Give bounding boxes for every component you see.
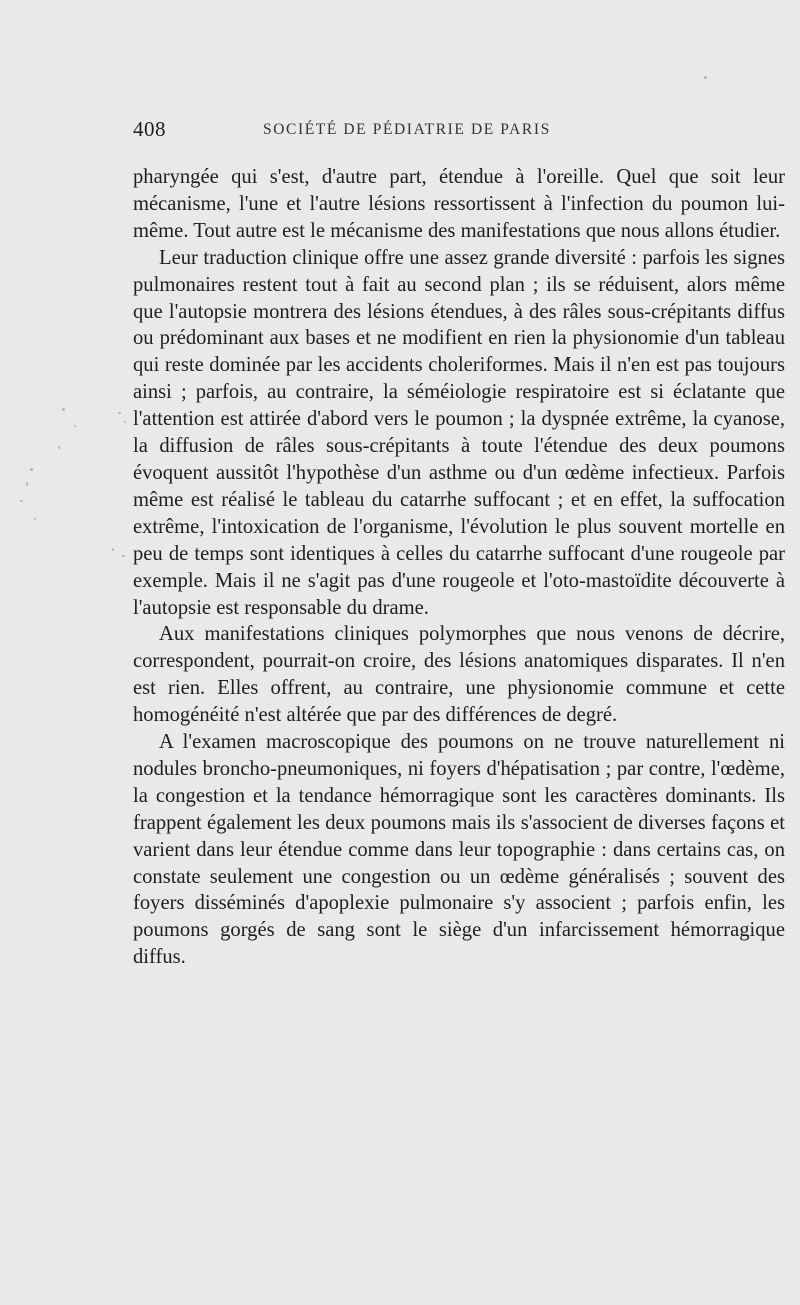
- paragraph: Leur traduction clinique offre une assez grande diversité : parfois les signes pulmonaires restent tout à fait au second plan ; ils se réduisent, alors même que l'autopsie montrera des lésions étendues, à des râles sous-crépitants diffus ou prédominant aux bases et ne modifient en rien la physionomie d'un tableau qui reste dominée par les accidents choleriformes. Mais il n'en est pas toujours ainsi ; parfois, au contraire, la séméiologie respiratoire est si éclatante que l'attention est attirée d'abord vers le poumon ; la dyspnée extrême, la cyanose, la diffusion de râles sous-crépitants à toute l'étendue des deux poumons évoquent aussitôt l'hypothèse d'un asthme ou d'un œdème infectieux. Parfois même est réalisé le tableau du catarrhe suffocant ; et en effet, la suffocation extrême, l'intoxication de l'organisme, l'évolution le plus souvent mortelle en peu de temps sont identiques à celles du catarrhe suffocant d'une rougeole par exemple. Mais il ne s'agit pas d'une rougeole et l'oto-mastoïdite découverte à l'autopsie est responsable du drame.: [133, 246, 785, 619]
- paragraph: Aux manifestations cliniques polymorphes que nous venons de décrire, correspondent, pourrait-on croire, des lésions anatomiques disparates. Il n'en est rien. Elles offrent, au contraire, une physionomie commune et cette homogénéité n'est altérée que par des différences de degré.: [133, 623, 785, 727]
- page-header: [133, 117, 785, 147]
- body-text: [133, 164, 785, 971]
- paragraph: A l'examen macroscopique des poumons on ne trouve naturellement ni nodules broncho-pneumoniques, ni foyers d'hépatisation ; par contre, l'œdème, la congestion et la tendance hémorragique sont les caractères dominants. Ils frappent également les deux poumons mais ils s'associent de diverses façons et varient dans leur étendue comme dans leur topographie : dans certains cas, on constate seulement une congestion ou un œdème généralisés ; souvent des foyers disséminés d'apoplexie pulmonaire s'y associent ; parfois enfin, les poumons gorgés de sang sont le siège d'un infarcissement hémorragique diffus.: [133, 731, 785, 969]
- running-title: SOCIÉTÉ DE PÉDIATRIE DE PARIS: [263, 121, 551, 138]
- page-number: 408: [133, 117, 166, 141]
- paragraph: pharyngée qui s'est, d'autre part, étendue à l'oreille. Quel que soit leur mécanisme, l'une et l'autre lésions ressortissent à l'infection du poumon lui-même. Tout autre est le mécanisme des manifestations que nous allons étudier.: [133, 166, 785, 242]
